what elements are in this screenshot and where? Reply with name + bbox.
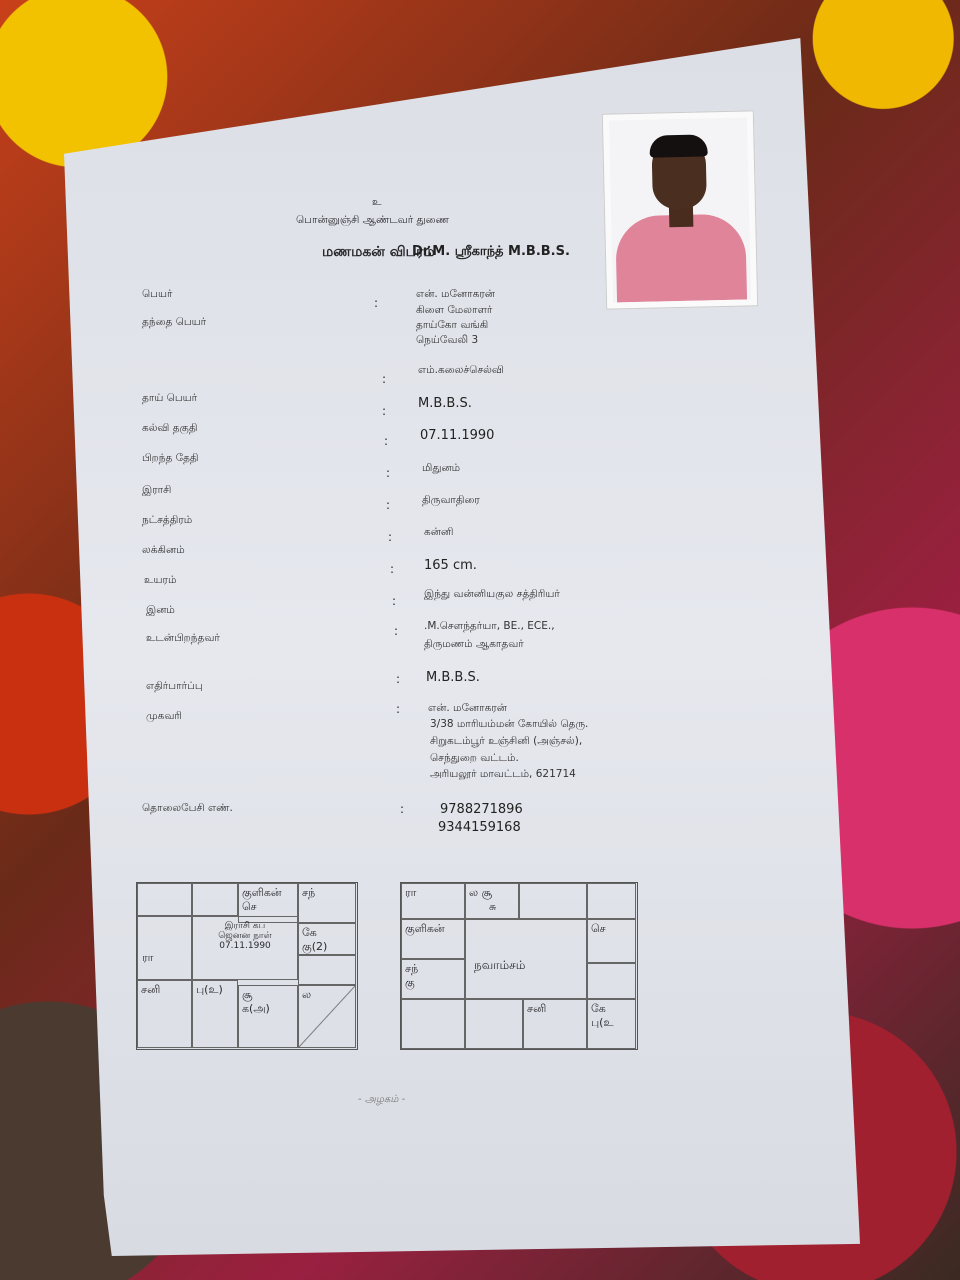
rasi-sukr: க(அ) [242, 1002, 270, 1015]
label-father: தந்தை பெயர் [142, 316, 207, 328]
nav-center: நவாம்சம் [474, 958, 526, 972]
colon: : [400, 802, 405, 816]
groom-name: Dr.M. ஸ்ரீகாந்த் M.B.B.S. [412, 244, 570, 259]
address-line3: சிறுகடம்பூர் உஞ்சினி (அஞ்சல்), [430, 735, 583, 747]
label-dob: பிறந்த தேதி [142, 452, 199, 464]
colon: : [388, 530, 393, 544]
footer-signature: - அழகம் - [358, 1094, 406, 1105]
dob-value: 07.11.1990 [420, 428, 495, 443]
phone-line2: 9344159168 [438, 820, 521, 835]
colon: : [382, 372, 387, 386]
page-title: மணமகன் விபரம் [322, 244, 435, 260]
siblings-line1: .M.சௌந்தர்யா, BE., ECE., [424, 620, 555, 632]
star-value: திருவாதிரை [422, 494, 480, 506]
nav-gu: கு [405, 976, 415, 989]
colon: : [374, 296, 379, 310]
rasi-chart [136, 882, 358, 1050]
father-line4: நெய்வேலி 3 [416, 334, 479, 346]
colon: : [396, 702, 401, 716]
father-line1: என். மனோகரன் [416, 288, 495, 300]
label-height: உயரம் [144, 574, 177, 586]
nav-san: சந் [405, 962, 419, 975]
caste-value: இந்து வன்னியகுல சத்திரியர் [424, 588, 560, 600]
navamsam-chart [400, 882, 638, 1050]
nav-la: ல சூ [469, 886, 493, 899]
label-education: கல்வி தகுதி [142, 422, 198, 434]
colon: : [392, 594, 397, 608]
label-mother: தாய் பெயர் [142, 392, 198, 404]
father-line3: தாய்கோ வங்கி [416, 319, 489, 331]
label-rasi: இராசி [142, 484, 172, 496]
siblings-line2: திருமணம் ஆகாதவர் [424, 638, 524, 650]
label-phone: தொலைபேசி எண். [142, 802, 233, 814]
rasi-la: ல [302, 988, 312, 1001]
label-siblings: உடன்பிறந்தவர் [146, 632, 220, 644]
rasi-value: மிதுனம் [422, 462, 461, 474]
rasi-ke: கே [302, 926, 317, 939]
rasi-center-1: இராசி கப [224, 921, 266, 931]
colon: : [390, 562, 395, 576]
header-line2: பொன்னுஞ்சி ஆண்டவர் துணை [296, 214, 449, 226]
colon: : [382, 404, 387, 418]
header-line1: உ [372, 196, 382, 208]
nav-sani: சனி [527, 1002, 547, 1015]
nav-se: செ [591, 922, 606, 935]
nav-pu: பு(உ [591, 1016, 614, 1029]
label-expectation: எதிர்பார்ப்பு [146, 680, 203, 692]
rasi-gu2: கு(2) [302, 940, 328, 953]
colon: : [384, 434, 389, 448]
address-line4: செந்துறை வட்டம். [430, 752, 519, 764]
education-value: M.B.B.S. [418, 396, 472, 411]
label-name: பெயர் [142, 288, 173, 300]
rasi-kulikan: குளிகன் [242, 886, 282, 899]
rasi-ra: ரா [142, 951, 154, 964]
rasi-san: சந் [302, 886, 316, 899]
label-address: முகவரி [146, 710, 182, 722]
colon: : [396, 672, 401, 686]
colon: : [386, 498, 391, 512]
nav-ke: கே [591, 1002, 606, 1015]
phone-line1: 9788271896 [440, 802, 523, 817]
rasi-se: செ [242, 900, 257, 913]
rasi-sani: சனி [141, 983, 161, 996]
colon: : [386, 466, 391, 480]
groom-photo [602, 110, 758, 309]
label-lagnam: லக்கினம் [142, 544, 185, 556]
address-line1: என். மனோகரன் [428, 702, 507, 714]
height-value: 165 cm. [424, 558, 477, 573]
address-line5: அரியலூர் மாவட்டம், 621714 [430, 768, 576, 780]
rasi-center-2: ஜெனன நாள் [218, 931, 272, 941]
rasi-center-3: 07.11.1990 [219, 941, 271, 951]
rasi-su: சூ [242, 988, 253, 1001]
lagnam-value: கன்னி [424, 526, 454, 538]
label-star: நட்சத்திரம் [142, 514, 193, 526]
father-line2: கிளை மேலாளர் [416, 304, 493, 316]
expectation-value: M.B.B.S. [426, 670, 480, 685]
mother-value: எம்.கலைச்செல்வி [418, 364, 504, 376]
colon: : [394, 624, 399, 638]
nav-ra: ரா [405, 886, 417, 899]
nav-la2: சு [489, 900, 497, 913]
address-line2: 3/38 மாரியம்மன் கோயில் தெரு. [430, 718, 589, 730]
label-caste: இனம் [146, 604, 175, 616]
rasi-pu: பு(உ) [196, 983, 223, 996]
nav-kulikan: குளிகன் [405, 922, 445, 935]
